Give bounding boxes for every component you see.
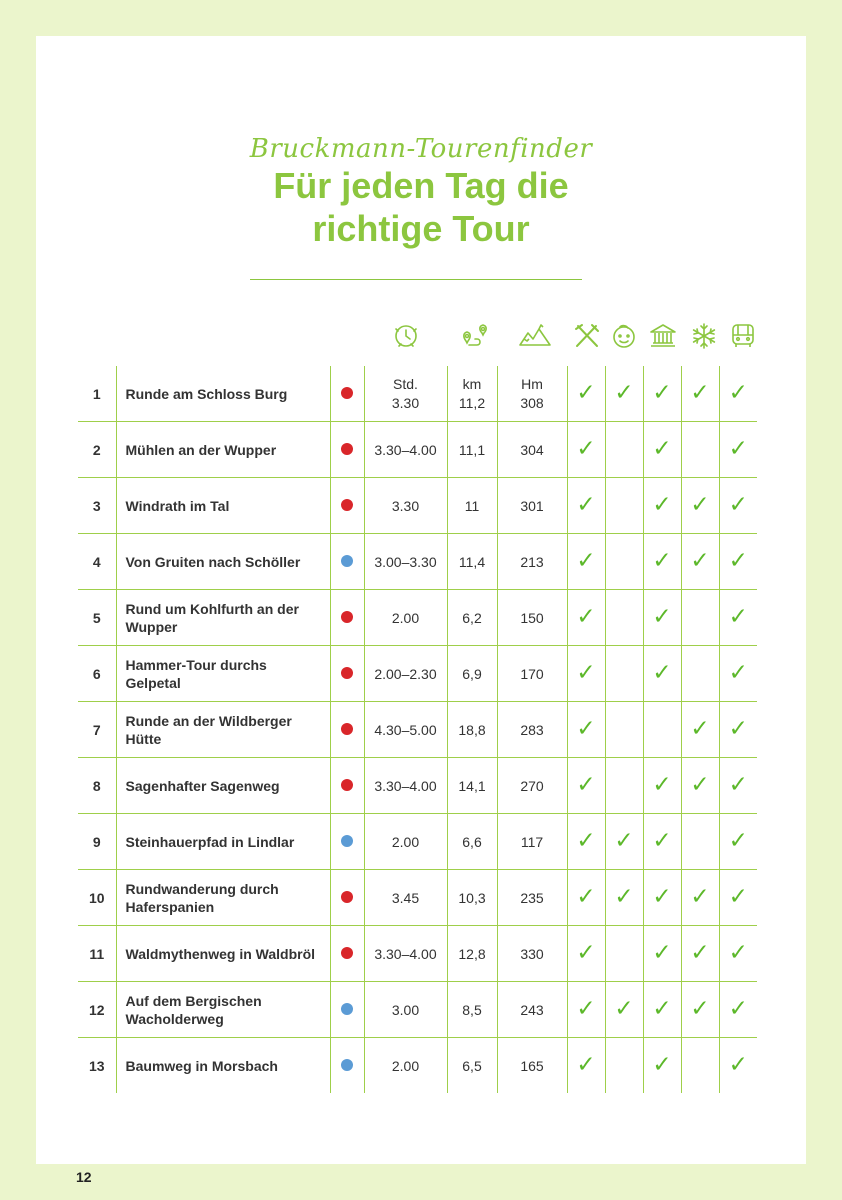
difficulty-dot-cell [330, 870, 364, 926]
check-cell [567, 366, 605, 422]
check-cell [719, 814, 757, 870]
check-mark: ✓ [690, 996, 710, 1022]
check-cell [567, 422, 605, 478]
check-cell [643, 366, 681, 422]
duration-label: Std. [393, 375, 418, 392]
check-mark: ✓ [690, 772, 710, 798]
elevation-value: 270 [497, 758, 567, 814]
difficulty-dot-cell [330, 366, 364, 422]
elevation-value: 165 [497, 1038, 567, 1094]
title-line-2: richtige Tour [312, 208, 530, 249]
duration-value: 3.00–3.30 [364, 534, 447, 590]
food-icon [572, 321, 602, 351]
check-cell [567, 982, 605, 1038]
check-mark: ✓ [728, 772, 748, 798]
check-cell [567, 814, 605, 870]
check-cell [605, 534, 643, 590]
tour-number: 9 [78, 814, 116, 870]
check-cell [643, 870, 681, 926]
check-cell [681, 814, 719, 870]
elevation-value: 330 [497, 926, 567, 982]
tour-table [78, 366, 757, 1093]
tour-name: Steinhauerpfad in Lindlar [116, 814, 330, 870]
tour-number: 8 [78, 758, 116, 814]
check-cell [605, 478, 643, 534]
duration-value: 2.00 [364, 814, 447, 870]
check-mark: ✓ [728, 996, 748, 1022]
check-mark: ✓ [652, 996, 672, 1022]
check-mark: ✓ [576, 436, 596, 462]
difficulty-dot-cell [330, 422, 364, 478]
check-cell [605, 422, 643, 478]
check-cell [719, 534, 757, 590]
check-mark: ✓ [576, 660, 596, 686]
check-mark: ✓ [614, 996, 634, 1022]
check-mark: ✓ [728, 828, 748, 854]
tour-name: Runde an der Wildberger Hütte [116, 702, 330, 758]
check-mark: ✓ [690, 380, 710, 406]
tour-number: 11 [78, 926, 116, 982]
tour-number: 3 [78, 478, 116, 534]
elevation-value: 150 [497, 590, 567, 646]
check-cell [567, 478, 605, 534]
table-row [78, 758, 757, 814]
distance-value: 11,2 [458, 394, 486, 411]
difficulty-dot [341, 555, 353, 567]
table-row [78, 422, 757, 478]
check-cell [643, 926, 681, 982]
check-cell [719, 422, 757, 478]
difficulty-dot [341, 723, 353, 735]
check-mark: ✓ [576, 996, 596, 1022]
mountains-icon [518, 321, 548, 351]
elevation-value: 235 [497, 870, 567, 926]
distance-value: 6,2 [447, 590, 497, 646]
check-cell [719, 982, 757, 1038]
difficulty-dot [341, 1003, 353, 1015]
time-icon [391, 321, 421, 351]
check-cell [719, 702, 757, 758]
page-title [36, 164, 806, 250]
check-cell [567, 1038, 605, 1094]
check-cell [681, 1038, 719, 1094]
difficulty-dot [341, 779, 353, 791]
duration-value: 2.00 [364, 590, 447, 646]
distance-value: 6,6 [447, 814, 497, 870]
check-mark: ✓ [652, 884, 672, 910]
tour-number: 4 [78, 534, 116, 590]
check-cell [719, 926, 757, 982]
check-cell [605, 758, 643, 814]
table-row [78, 982, 757, 1038]
tour-name: Von Gruiten nach Schöller [116, 534, 330, 590]
tour-name: Runde am Schloss Burg [116, 366, 330, 422]
difficulty-dot-cell [330, 534, 364, 590]
museum-icon [648, 321, 678, 351]
check-mark: ✓ [576, 492, 596, 518]
check-cell [643, 814, 681, 870]
difficulty-dot [341, 499, 353, 511]
route-icon [459, 321, 489, 351]
distance-value: 14,1 [447, 758, 497, 814]
tour-name: Sagenhafter Sagenweg [116, 758, 330, 814]
check-cell [681, 478, 719, 534]
check-cell [719, 870, 757, 926]
difficulty-dot-cell [330, 646, 364, 702]
check-cell [643, 1038, 681, 1094]
check-cell [605, 926, 643, 982]
distance-value: 8,5 [447, 982, 497, 1038]
check-mark: ✓ [576, 548, 596, 574]
tour-name: Waldmythenweg in Waldbröl [116, 926, 330, 982]
check-mark: ✓ [652, 604, 672, 630]
check-mark: ✓ [728, 492, 748, 518]
difficulty-dot [341, 947, 353, 959]
check-mark: ✓ [690, 492, 710, 518]
check-cell [681, 982, 719, 1038]
difficulty-dot [341, 891, 353, 903]
check-mark: ✓ [728, 380, 748, 406]
check-cell [567, 870, 605, 926]
duration-cell [364, 366, 447, 422]
check-cell [605, 982, 643, 1038]
check-cell [681, 590, 719, 646]
check-cell [719, 1038, 757, 1094]
difficulty-dot [341, 443, 353, 455]
check-cell [681, 646, 719, 702]
check-mark: ✓ [728, 716, 748, 742]
duration-value: 3.00 [364, 982, 447, 1038]
distance-value: 6,9 [447, 646, 497, 702]
check-cell [567, 534, 605, 590]
check-cell [681, 870, 719, 926]
difficulty-dot-cell [330, 1038, 364, 1094]
snowflake-icon [689, 321, 719, 351]
check-mark: ✓ [614, 884, 634, 910]
check-mark: ✓ [728, 548, 748, 574]
bus-icon [728, 321, 758, 351]
page [36, 36, 806, 1185]
check-cell [605, 870, 643, 926]
distance-value: 6,5 [447, 1038, 497, 1094]
table-row [78, 646, 757, 702]
check-cell [719, 590, 757, 646]
check-cell [719, 366, 757, 422]
check-mark: ✓ [614, 380, 634, 406]
check-mark: ✓ [614, 828, 634, 854]
difficulty-dot [341, 611, 353, 623]
check-mark: ✓ [576, 1052, 596, 1078]
difficulty-dot-cell [330, 814, 364, 870]
check-mark: ✓ [728, 1052, 748, 1078]
check-cell [681, 702, 719, 758]
table-row [78, 1038, 757, 1094]
duration-value: 2.00 [364, 1038, 447, 1094]
elevation-value: 308 [520, 394, 544, 411]
check-cell [643, 982, 681, 1038]
tour-name: Hammer-Tour durchs Gelpetal [116, 646, 330, 702]
check-mark: ✓ [652, 548, 672, 574]
check-mark: ✓ [652, 380, 672, 406]
check-mark: ✓ [652, 940, 672, 966]
check-mark: ✓ [576, 828, 596, 854]
elevation-value: 283 [497, 702, 567, 758]
check-cell [605, 590, 643, 646]
tour-name: Auf dem Bergischen Wacholderweg [116, 982, 330, 1038]
table-row [78, 926, 757, 982]
check-mark: ✓ [690, 884, 710, 910]
tour-number: 2 [78, 422, 116, 478]
distance-label: km [462, 375, 482, 392]
check-cell [567, 590, 605, 646]
tour-name: Windrath im Tal [116, 478, 330, 534]
distance-value: 11 [447, 478, 497, 534]
duration-value: 2.00–2.30 [364, 646, 447, 702]
duration-value: 3.45 [364, 870, 447, 926]
distance-cell [447, 366, 497, 422]
tour-number: 10 [78, 870, 116, 926]
tour-name: Rund um Kohlfurth an der Wupper [116, 590, 330, 646]
check-mark: ✓ [576, 604, 596, 630]
elevation-value: 213 [497, 534, 567, 590]
check-cell [605, 814, 643, 870]
difficulty-dot [341, 667, 353, 679]
tour-name: Rundwanderung durch Haferspanien [116, 870, 330, 926]
tour-number: 12 [78, 982, 116, 1038]
difficulty-dot [341, 835, 353, 847]
distance-value: 10,3 [447, 870, 497, 926]
check-cell [681, 422, 719, 478]
difficulty-dot-cell [330, 758, 364, 814]
tour-name: Baumweg in Morsbach [116, 1038, 330, 1094]
check-cell [643, 758, 681, 814]
check-mark: ✓ [652, 772, 672, 798]
check-mark: ✓ [690, 548, 710, 574]
check-mark: ✓ [652, 492, 672, 518]
tour-number: 5 [78, 590, 116, 646]
duration-value: 4.30–5.00 [364, 702, 447, 758]
table-row [78, 366, 757, 422]
table-row [78, 814, 757, 870]
tour-number: 1 [78, 366, 116, 422]
check-cell [719, 646, 757, 702]
difficulty-dot-cell [330, 702, 364, 758]
check-cell [681, 926, 719, 982]
duration-value: 3.30–4.00 [364, 758, 447, 814]
difficulty-dot-cell [330, 590, 364, 646]
check-mark: ✓ [576, 940, 596, 966]
elevation-value: 117 [497, 814, 567, 870]
brand-title: Bruckmann-Tourenfinder [249, 134, 593, 164]
check-cell [567, 758, 605, 814]
tour-number: 6 [78, 646, 116, 702]
difficulty-dot-cell [330, 926, 364, 982]
check-cell [605, 646, 643, 702]
check-cell [643, 534, 681, 590]
check-mark: ✓ [652, 828, 672, 854]
check-mark: ✓ [728, 660, 748, 686]
difficulty-dot-cell [330, 982, 364, 1038]
title-divider [250, 279, 582, 280]
distance-value: 12,8 [447, 926, 497, 982]
difficulty-dot [341, 1059, 353, 1071]
check-mark: ✓ [690, 940, 710, 966]
check-cell [643, 702, 681, 758]
check-mark: ✓ [728, 436, 748, 462]
check-cell [605, 702, 643, 758]
check-cell [605, 366, 643, 422]
check-cell [681, 366, 719, 422]
check-mark: ✓ [576, 772, 596, 798]
tour-number: 7 [78, 702, 116, 758]
table-row [78, 702, 757, 758]
check-mark: ✓ [690, 716, 710, 742]
check-cell [681, 534, 719, 590]
distance-value: 18,8 [447, 702, 497, 758]
difficulty-dot [341, 387, 353, 399]
table-row [78, 870, 757, 926]
check-cell [719, 478, 757, 534]
check-mark: ✓ [728, 884, 748, 910]
duration-value: 3.30–4.00 [364, 422, 447, 478]
elevation-value: 170 [497, 646, 567, 702]
elevation-value: 301 [497, 478, 567, 534]
elevation-value: 304 [497, 422, 567, 478]
check-cell [643, 646, 681, 702]
check-mark: ✓ [652, 436, 672, 462]
tour-name: Mühlen an der Wupper [116, 422, 330, 478]
check-cell [681, 758, 719, 814]
check-mark: ✓ [652, 1052, 672, 1078]
elevation-label: Hm [521, 375, 543, 392]
check-cell [643, 422, 681, 478]
duration-value: 3.30–4.00 [364, 926, 447, 982]
check-cell [567, 926, 605, 982]
distance-value: 11,1 [447, 422, 497, 478]
check-mark: ✓ [576, 716, 596, 742]
table-row [78, 478, 757, 534]
tour-number: 13 [78, 1038, 116, 1094]
check-cell [719, 758, 757, 814]
difficulty-dot-cell [330, 478, 364, 534]
table-row [78, 590, 757, 646]
check-mark: ✓ [728, 604, 748, 630]
distance-value: 11,4 [447, 534, 497, 590]
child-icon [609, 321, 639, 351]
elevation-cell [497, 366, 567, 422]
check-mark: ✓ [728, 940, 748, 966]
table-row [78, 534, 757, 590]
duration-value: 3.30 [391, 394, 420, 411]
check-cell [567, 646, 605, 702]
check-cell [605, 1038, 643, 1094]
title-line-1: Für jeden Tag die [273, 165, 569, 206]
elevation-value: 243 [497, 982, 567, 1038]
check-mark: ✓ [652, 660, 672, 686]
page-number: 12 [76, 1169, 92, 1185]
check-cell [643, 478, 681, 534]
duration-value: 3.30 [364, 478, 447, 534]
check-mark: ✓ [576, 380, 596, 406]
check-cell [567, 702, 605, 758]
check-cell [643, 590, 681, 646]
check-mark: ✓ [576, 884, 596, 910]
